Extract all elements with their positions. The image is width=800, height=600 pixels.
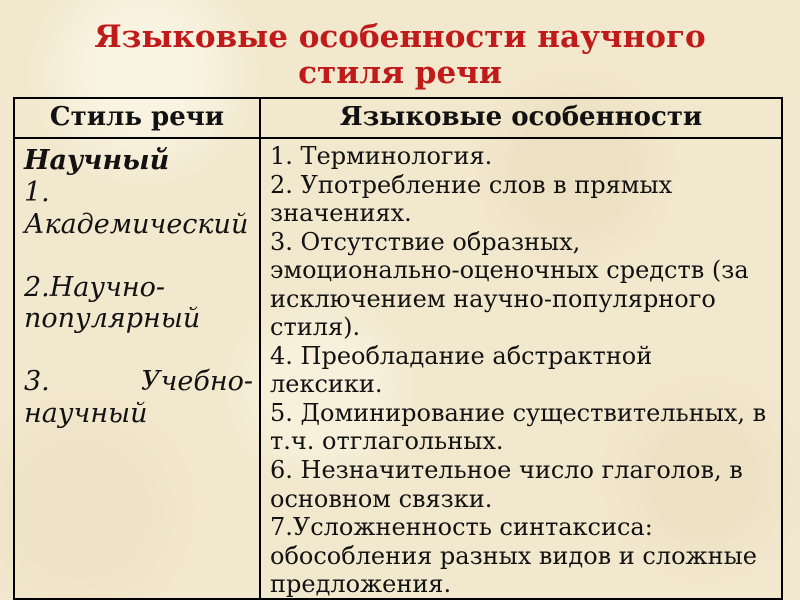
header-style-column: Стиль речи <box>15 99 261 137</box>
style-item-popular-science: 2.Научно-популярный <box>24 271 201 335</box>
feature-item-3: 3. Отсутствие образных, эмоционально-оценочных средств (за исключением научно-популярного стиля). <box>270 227 749 342</box>
feature-item-6: 6. Незначительное число глаголов, в основном связки. <box>270 456 743 513</box>
table-header-row <box>15 99 781 139</box>
style-cell <box>15 139 261 598</box>
features-cell <box>261 139 781 598</box>
feature-item-5: 5. Доминирование существительных, в т.ч. отглагольных. <box>270 398 767 456</box>
styles-table <box>13 97 783 600</box>
table-body-row <box>15 139 781 598</box>
header-features-column: Языковые особенности <box>339 102 703 132</box>
feature-item-7: 7.Усложненность синтаксиса: обособления разных видов и сложные предложения. <box>270 513 757 598</box>
feature-item-4: 4. Преобладание абстрактной лексики. <box>270 341 653 399</box>
style-item-educational: 3. Учебно-научный <box>24 366 253 430</box>
page-title-line-2: стиля речи <box>298 54 502 91</box>
style-item-academic: 1. Академический <box>24 176 249 240</box>
page-title-line-1: Языковые особенности научного <box>94 19 706 55</box>
feature-item-2: 2. Употребление слов в прямых значениях. <box>270 170 673 228</box>
style-name: Научный <box>24 145 170 176</box>
feature-item-1: 1. Терминология. <box>270 142 493 170</box>
page-title <box>0 20 800 92</box>
